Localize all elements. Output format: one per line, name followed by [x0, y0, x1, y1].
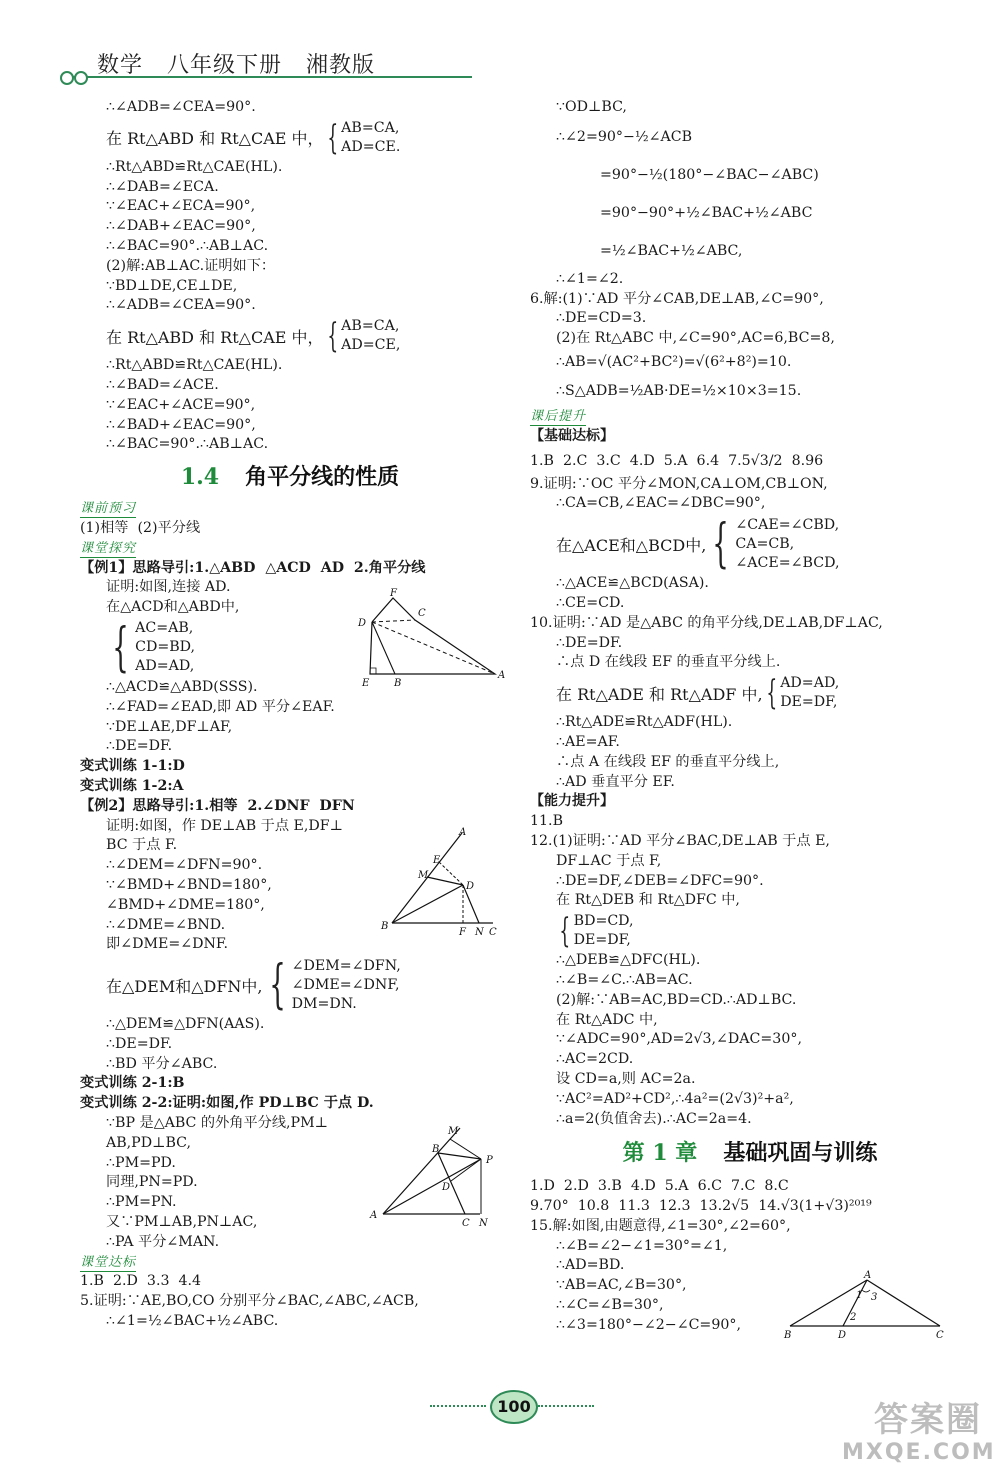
text-line: ∠CAE=∠CBD, [735, 516, 840, 533]
text-line: ∴Rt△ABD≌Rt△CAE(HL). [106, 158, 283, 175]
text-line: ∴点 D 在线段 EF 的垂直平分线上. [556, 654, 781, 671]
footer-dots [430, 1405, 486, 1409]
fig-label: A [459, 827, 467, 838]
brace-icon: { [326, 316, 338, 357]
text-line: ∵BP 是△ABC 的外角平分线,PM⊥ [106, 1115, 328, 1132]
text-line: ∴∠BAD=∠ACE. [106, 376, 219, 393]
text-line: ∵DE⊥AE,DF⊥AF, [106, 718, 233, 735]
text-line: 设 CD=a,则 AC=2a. [556, 1070, 696, 1087]
brace-block [80, 316, 500, 356]
text-line: (1)相等 (2)平分线 [80, 519, 201, 536]
text-line: 变式训练 1-1:D [80, 758, 185, 775]
text-line: =90°−90°+½∠BAC+½∠ABC [600, 204, 813, 221]
text-line: 变式训练 2-2:证明:如图,作 PD⊥BC 于点 D. [80, 1095, 374, 1112]
text-line: 6.解:(1)∵AD 平分∠CAB,DE⊥AB,∠C=90°, [530, 290, 824, 307]
text-line: ∴DE=DF. [106, 738, 173, 755]
fig-label: N [475, 927, 484, 938]
text-line: 在 Rt△ABD 和 Rt△CAE 中， [106, 129, 324, 149]
section-heading: 角平分线的性质 [245, 464, 400, 491]
text-line: ∵∠BMD+∠BND=180°, [106, 876, 272, 893]
text-line: ∴PA 平分∠MAN. [106, 1233, 220, 1250]
text-line: ∴∠1=∠2. [556, 270, 624, 287]
fig-label: D [838, 1330, 847, 1341]
text-line: BC 于点 F. [106, 837, 178, 854]
text-line: ∠DME=∠DNF, [291, 976, 400, 993]
figure-variant22 [368, 1122, 508, 1227]
watermark [842, 1400, 996, 1478]
text-line: 【例1】思路导引:1.△ABD △ACD AD 2.角平分线 [80, 559, 426, 576]
text-line: 在△ACE和△BCD中, [556, 535, 707, 555]
brace-block [80, 118, 500, 158]
fig-label: E [433, 855, 441, 866]
text-line: AD=CE, [341, 337, 401, 354]
tag-label: 课前预习 [80, 501, 137, 517]
fig-label: B [784, 1330, 792, 1341]
text-line: 1.B 2.C 3.C 4.D 5.A 6.4 7.5√3/2 8.96 [530, 452, 824, 469]
text-line: ∴CE=CD. [556, 594, 625, 611]
text-line: BD=CD, [573, 913, 634, 930]
text-line: 即∠DME=∠DNF. [106, 936, 229, 953]
text-line: ∴∠BAC=90°.∴AB⊥AC. [106, 436, 269, 453]
text-line: DE=DF, [780, 694, 838, 711]
text-line: ∵OD⊥BC, [556, 99, 627, 115]
text-line: ∴DE=DF. [106, 1035, 173, 1052]
fig-label: D [442, 1182, 451, 1193]
text-line: ∴∠B=∠C.∴AB=AC. [556, 971, 693, 988]
text-line: ∴∠2=90°−½∠ACB [556, 128, 693, 145]
text-line: ∴a=2(负值舍去).∴AC=2a=4. [556, 1110, 752, 1127]
text-line: ∴CA=CB,∠EAC=∠DBC=90°, [556, 495, 766, 512]
text-line: 在△ACD和△ABD中, [106, 599, 240, 616]
text-line: 变式训练 1-2:A [80, 777, 184, 794]
brace-icon: { [268, 955, 286, 1016]
brace-block [530, 673, 970, 713]
text-line: (2)解:∵AB=AC,BD=CD.∴AD⊥BC. [556, 991, 797, 1008]
text-line: ∴AB=√(AC²+BC²)=√(6²+8²)=10. [556, 353, 792, 370]
text-line: ∠DEM=∠DFN, [291, 957, 401, 974]
text-line: AB,PD⊥BC, [106, 1134, 191, 1151]
fig-label: B [394, 678, 402, 688]
header-dot-icon [60, 71, 74, 85]
fig-label: C [489, 927, 497, 938]
text-line: ∴∠1=½∠BAC+½∠ABC. [106, 1313, 279, 1330]
figure-example1 [350, 588, 510, 688]
watermark-url: MXQE.COM [842, 1440, 996, 1465]
text-line: ∠BMD+∠DME=180°, [106, 896, 265, 913]
text-line: =½∠BAC+½∠ABC, [600, 242, 743, 259]
brace-icon: { [559, 911, 571, 952]
text-line: ∴Rt△ABD≌Rt△CAE(HL). [106, 357, 283, 374]
text-line: ∵BD⊥DE,CE⊥DE, [106, 277, 238, 294]
text-line: 又∵PM⊥AB,PN⊥AC, [106, 1214, 258, 1231]
box-label: 【能力提升】 [530, 793, 614, 810]
fig-label: P [486, 1155, 493, 1166]
text-line: AB=CA, [341, 119, 400, 136]
text-line: 10.证明:∵AD 是△ABC 的角平分线,DE⊥AB,DF⊥AC, [530, 614, 883, 631]
text-line: ∴∠ADB=∠CEA=90°. [106, 99, 256, 115]
text-line: 5.证明:∵AE,BO,CO 分别平分∠BAC,∠ABC,∠ACB, [80, 1293, 419, 1310]
chapter-title [530, 1129, 970, 1177]
chapter-number: 第 1 章 [622, 1140, 698, 1167]
text-line: (2)在 Rt△ABC 中,∠C=90°,AC=6,BC=8, [556, 330, 835, 347]
brace-block [530, 514, 970, 574]
text-line: ∴AD=BD. [556, 1257, 625, 1274]
header-title: 数学 八年级下册 湘教版 [97, 53, 375, 78]
section-title [80, 455, 500, 499]
brace-icon: { [765, 673, 777, 714]
text-line: ∵AB=AC,∠B=30°, [556, 1277, 687, 1294]
fig-label: C [418, 608, 426, 619]
text-line: ∴△ACD≌△ABD(SSS). [106, 678, 258, 695]
brace-icon: { [712, 514, 730, 575]
text-line: ∠ACE=∠BCD, [735, 554, 840, 571]
text-line: 同理,PN=PD. [106, 1174, 198, 1191]
footer-dots [538, 1405, 594, 1409]
text-line: ∴Rt△ADE≌Rt△ADF(HL). [556, 714, 733, 731]
fig-label: C [462, 1218, 470, 1227]
brace-icon: { [326, 117, 338, 158]
brace-icon: { [112, 617, 129, 678]
text-line: AD=CE. [341, 138, 401, 155]
fig-label: F [390, 588, 397, 599]
fig-label: 2 [850, 1312, 857, 1323]
section-number: 1.4 [180, 464, 220, 491]
fig-label: 1 [856, 1290, 863, 1301]
text-line: 9.70° 10.8 11.3 12.3 13.2√5 14.√3(1+√3)²⁰¹⁹ [530, 1198, 872, 1215]
fig-label: D [466, 881, 475, 892]
text-line: ∴AC=2CD. [556, 1051, 634, 1068]
text-line: ∴S△ADB=½AB·DE=½×10×3=15. [556, 382, 802, 399]
text-line: (2)解:AB⊥AC.证明如下： [106, 257, 276, 274]
text-line: ∵AC²=AD²+CD²,∴4a²=(2√3)²+a², [556, 1090, 794, 1107]
text-line: ∴∠B=∠2−∠1=30°=∠1, [556, 1237, 728, 1254]
text-line: ∴BD 平分∠ABC. [106, 1055, 218, 1072]
text-line: 1.D 2.D 3.B 4.D 5.A 6.C 7.C 8.C [530, 1178, 789, 1195]
brace-block [80, 955, 500, 1015]
text-line: ∴AD 垂直平分 EF. [556, 773, 675, 790]
text-line: ∴△ACE≌△BCD(ASA). [556, 575, 709, 592]
fig-label: M [448, 1126, 459, 1137]
text-line: 1.B 2.D 3.3 4.4 [80, 1273, 202, 1290]
text-line: 11.B [530, 813, 563, 830]
fig-label: 3 [871, 1292, 878, 1303]
page-header [60, 40, 480, 90]
text-line: ∴∠BAC=90°.∴AB⊥AC. [106, 237, 269, 254]
tag-label: 课后提升 [530, 408, 587, 424]
tag-label: 课堂达标 [80, 1254, 137, 1270]
text-line: 【例2】思路导引:1.相等 2.∠DNF DFN [80, 797, 355, 814]
right-column [530, 98, 970, 1336]
fig-label: N [479, 1218, 488, 1227]
text-line: 变式训练 2-1:B [80, 1075, 185, 1092]
text-line: ∴∠DAB+∠EAC=90°, [106, 218, 256, 235]
text-line: DE=DF, [573, 932, 631, 949]
fig-label: F [459, 927, 466, 938]
text-line: ∴DE=DF. [556, 634, 623, 651]
text-line: 在△DEM和△DFN中, [106, 976, 263, 996]
text-line: =90°−½(180°−∠BAC−∠ABC) [600, 166, 819, 183]
page-number: 100 [490, 1390, 538, 1424]
fig-label: A [864, 1270, 872, 1281]
text-line: CA=CB, [735, 535, 795, 552]
text-line: DM=DN. [291, 995, 357, 1012]
text-line: ∴△DEM≌△DFN(AAS). [106, 1016, 265, 1033]
text-line: ∵∠EAC+∠ACE=90°, [106, 396, 256, 413]
text-line: AD=AD, [135, 658, 195, 675]
chapter-heading: 基础巩固与训练 [723, 1140, 878, 1167]
fig-label: M [418, 870, 429, 881]
brace-block [530, 911, 970, 951]
figure-example2 [375, 825, 505, 940]
text-line: ∵∠ADC=90°,AD=2√3,∠DAC=30°, [556, 1031, 802, 1048]
text-line: ∴∠C=∠B=30°, [556, 1297, 664, 1314]
text-line: ∴AE=AF. [556, 733, 620, 750]
text-line: ∴点 A 在线段 EF 的垂直平分线上, [556, 753, 780, 770]
text-line: 证明:如图,连接 AD. [106, 579, 231, 596]
figure-problem15 [780, 1270, 955, 1342]
fig-label: B [432, 1144, 440, 1155]
text-line: ∴PM=PD. [106, 1154, 176, 1171]
text-line: ∴∠DEM=∠DFN=90°. [106, 857, 263, 874]
header-dot-icon [74, 71, 88, 85]
text-line: ∴∠DME=∠BND. [106, 916, 226, 933]
text-line: AD=AD, [780, 675, 840, 692]
text-line: ∴∠DAB=∠ECA. [106, 178, 219, 195]
text-line: 9.证明:∵OC 平分∠MON,CA⊥OM,CB⊥ON, [530, 475, 828, 492]
box-label: 【基础达标】 [530, 427, 614, 444]
text-line: ∴∠3=180°−∠2−∠C=90°, [556, 1316, 741, 1333]
text-line: ∴∠FAD=∠EAD,即 AD 平分∠EAF. [106, 698, 335, 715]
text-line: 在 Rt△ADE 和 Rt△ADF 中, [556, 684, 763, 704]
fig-label: A [370, 1210, 378, 1221]
text-line: ∴DE=DF,∠DEB=∠DFC=90°. [556, 872, 764, 889]
fig-label: A [498, 670, 506, 681]
text-line: CD=BD, [135, 639, 196, 656]
text-line: 在 Rt△ADC 中, [556, 1011, 658, 1028]
fig-label: C [936, 1330, 944, 1341]
text-line: 在 Rt△ABD 和 Rt△CAE 中， [106, 327, 324, 347]
text-line: ∴∠ADB=∠CEA=90°. [106, 297, 256, 314]
watermark-logo: 答案圈 [874, 1400, 982, 1440]
text-line: DF⊥AC 于点 F, [556, 852, 662, 869]
text-line: ∴PM=PN. [106, 1194, 177, 1211]
text-line: 12.(1)证明:∵AD 平分∠BAC,DE⊥AB 于点 E, [530, 832, 830, 849]
text-line: 证明:如图，作 DE⊥AB 于点 E,DF⊥ [106, 817, 343, 834]
fig-label: D [358, 618, 367, 629]
text-line: ∴∠BAD+∠EAC=90°, [106, 416, 256, 433]
text-line: 在 Rt△DEB 和 Rt△DFC 中, [556, 892, 740, 909]
text-line: ∴△DEB≌△DFC(HL). [556, 952, 701, 969]
tag-label: 课堂探究 [80, 540, 137, 556]
text-line: AB=CA, [341, 318, 400, 335]
fig-label: B [381, 921, 389, 932]
text-line: ∴DE=CD=3. [556, 310, 647, 327]
fig-label: E [362, 678, 370, 688]
text-line: AC=AB, [135, 620, 194, 637]
text-line: 15.解:如图,由题意得,∠1=30°,∠2=60°, [530, 1217, 791, 1234]
text-line: ∵∠EAC+∠ECA=90°, [106, 198, 256, 215]
